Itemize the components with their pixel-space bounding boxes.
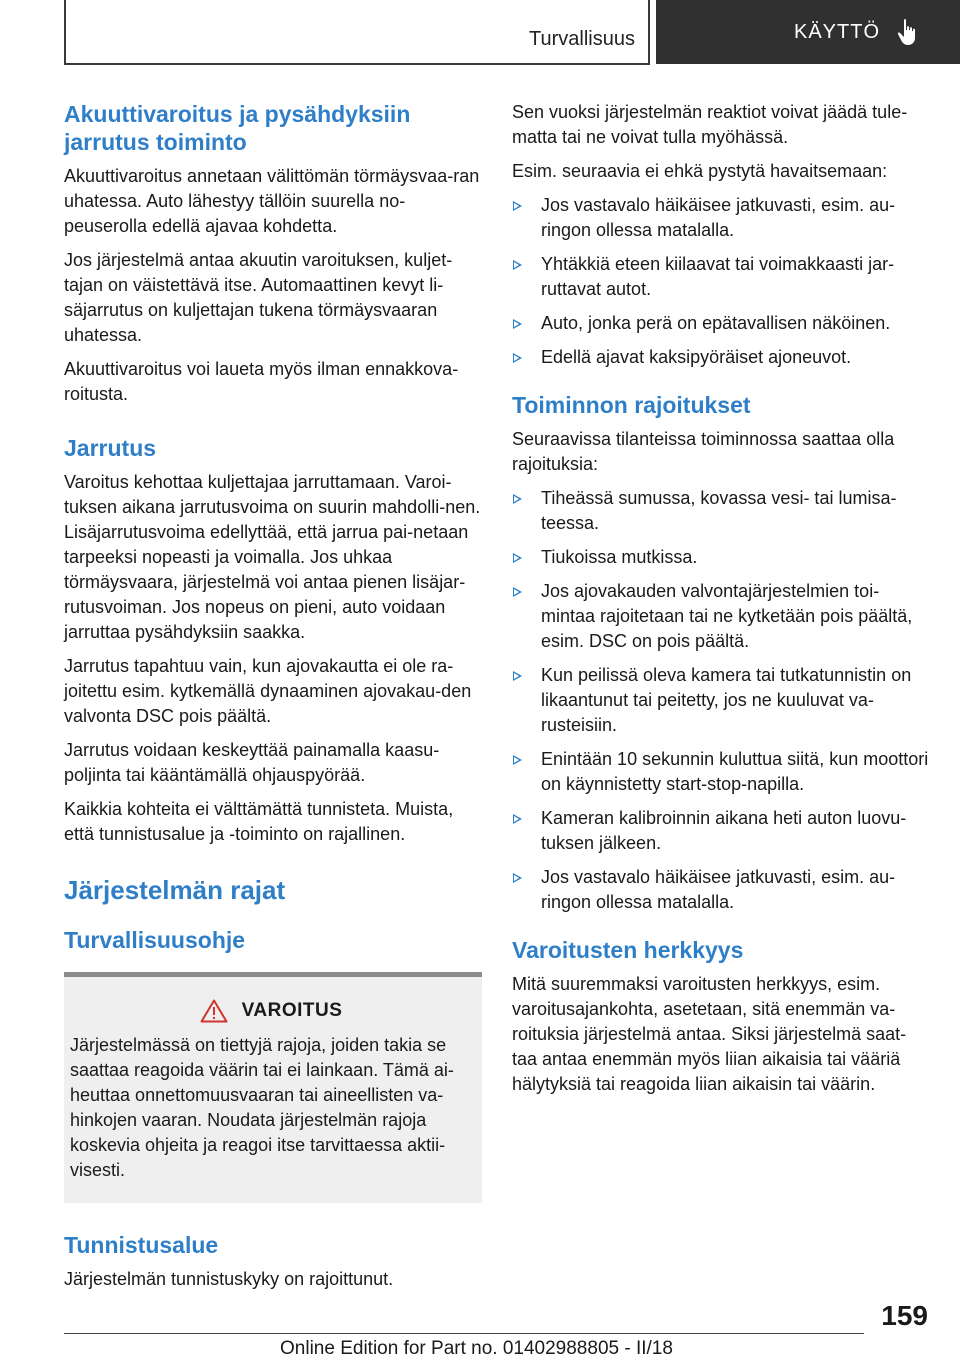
footer-rule xyxy=(64,1333,864,1334)
header-bottom-rule xyxy=(64,63,650,65)
heading-akuuttivaroitus: Akuuttivaroitus ja pysähdyksiin jarrutus toiminto xyxy=(64,101,411,155)
list-item: Jos vastavalo häikäisee jatkuvasti, esim. au-ringon ollessa matalalla. xyxy=(512,193,930,243)
header-divider xyxy=(648,0,650,64)
paragraph: Akuuttivaroitus voi laueta myös ilman ennakkova-roitusta. xyxy=(64,359,459,404)
heading-jarjestelman-rajat: Järjestelmän rajat xyxy=(64,875,286,905)
header-section-title: Turvallisuus xyxy=(529,28,635,50)
page-header xyxy=(0,0,960,66)
list-item: Kun peilissä oleva kamera tai tutkatunnistin on likaantunut tai peitetty, jos ne kuuluvat va-rusteisiin. xyxy=(512,663,930,738)
triangle-bullet-icon xyxy=(513,201,522,211)
bullet-list-detection xyxy=(512,193,930,370)
warning-title: VAROITUS xyxy=(241,1000,343,1021)
heading-varoitusten-herkkyys: Varoitusten herkkyys xyxy=(512,937,744,963)
triangle-bullet-icon xyxy=(513,873,522,883)
triangle-bullet-icon xyxy=(513,553,522,563)
triangle-bullet-icon xyxy=(513,814,522,824)
paragraph: Jos järjestelmä antaa akuutin varoituksen, kuljet-tajan on väistettävä itse. Automaattinen kevyt li-säjarrutus on kuljettajan tukena törmäysvaaran uhatessa. xyxy=(64,250,453,345)
paragraph: Varoitus kehottaa kuljettajaa jarruttamaan. Varoi-tuksen aikana jarrutusvoima on suurin mahdolli-nen. Lisäjarrutusvoima edellyttää, että jarrua pai-netaan tarpeeksi nopeasti ja voimalla. Jos uhkaa törmäysvaara, järjestelmä voi antaa pienen lisäjar-rutusvoiman. Jos nopeus on pieni, auto voidaan jarruttaa pysähdyksiin saakka. xyxy=(64,472,481,642)
warning-triangle-icon xyxy=(200,999,228,1023)
paragraph: Jarrutus tapahtuu vain, kun ajovakautta ei ole ra-joitettu esim. kytkemällä dynaaminen ajovakau-den valvonta DSC pois päältä. xyxy=(64,656,472,726)
heading-turvallisuusohje: Turvallisuusohje xyxy=(64,927,246,953)
header-chapter-tab xyxy=(656,0,960,64)
warning-header xyxy=(70,999,472,1023)
bullet-list-limitations xyxy=(512,486,930,915)
page-number: 159 xyxy=(881,1300,928,1331)
triangle-bullet-icon xyxy=(513,319,522,329)
warning-text: Järjestelmässä on tiettyjä rajoja, joiden takia se saattaa reagoida väärin tai ei lainkaan. Tämä ai-heuttaa onnettomuusvaaran tai aineellisten va-hinkojen vaaran. Noudata järjestelmän rajoja koskevia ohjeita ja reagoi itse tarvittaessa aktii-visesti. xyxy=(70,1035,454,1180)
heading-toiminnon-rajoitukset: Toiminnon rajoitukset xyxy=(512,392,751,418)
list-item: Auto, jonka perä on epätavallisen näköinen. xyxy=(512,311,930,336)
paragraph: Järjestelmän tunnistuskyky on rajoittunut. xyxy=(64,1269,394,1289)
triangle-bullet-icon xyxy=(513,755,522,765)
left-column xyxy=(64,100,482,1301)
triangle-bullet-icon xyxy=(513,494,522,504)
heading-tunnistusalue: Tunnistusalue xyxy=(64,1232,219,1258)
triangle-bullet-icon xyxy=(513,587,522,597)
paragraph: Seuraavissa tilanteissa toiminnossa saattaa olla rajoituksia: xyxy=(512,429,895,474)
triangle-bullet-icon xyxy=(513,353,522,363)
paragraph: Esim. seuraavia ei ehkä pystytä havaitsemaan: xyxy=(512,161,888,181)
pointing-hand-icon xyxy=(896,18,922,46)
paragraph: Akuuttivaroitus annetaan välittömän törmäysvaa-ran uhatessa. Auto lähestyy tällöin suurella no-peuserolla edellä ajavaa kohdetta. xyxy=(64,166,480,236)
list-item: Jos vastavalo häikäisee jatkuvasti, esim. au-ringon ollessa matalalla. xyxy=(512,865,930,915)
list-item: Kameran kalibroinnin aikana heti auton luovu-tuksen jälkeen. xyxy=(512,806,930,856)
right-column xyxy=(512,100,930,1106)
list-item: Jos ajovakauden valvontajärjestelmien toi-mintaa rajoitetaan tai ne kytketään pois päältä, esim. DSC on pois päältä. xyxy=(512,579,930,654)
paragraph: Kaikkia kohteita ei välttämättä tunnisteta. Muista, että tunnistusalue ja -toiminto on rajallinen. xyxy=(64,799,454,844)
list-item: Edellä ajavat kaksipyöräiset ajoneuvot. xyxy=(512,345,930,370)
header-chapter-label: KÄYTTÖ xyxy=(793,20,880,43)
paragraph: Mitä suuremmaksi varoitusten herkkyys, esim. varoitusajankohta, asetetaan, sitä enemmän va-roituksia järjestelmä antaa. Siksi järjestelmä saat-taa antaa enemmän myös liian aikaisia tai vääriä hälytyksiä tai reagoida liian aikaisin tai väärin. xyxy=(512,974,907,1094)
warning-box xyxy=(64,972,482,1203)
paragraph: Jarrutus voidaan keskeyttää painamalla kaasu-poljinta tai kääntämällä ohjauspyörää. xyxy=(64,740,440,785)
triangle-bullet-icon xyxy=(513,260,522,270)
list-item: Enintään 10 sekunnin kuluttua siitä, kun moottori on käynnistetty start-stop-napilla. xyxy=(512,747,930,797)
triangle-bullet-icon xyxy=(513,671,522,681)
list-item: Yhtäkkiä eteen kiilaavat tai voimakkaasti jar-ruttavat autot. xyxy=(512,252,930,302)
list-item: Tiukoissa mutkissa. xyxy=(512,545,930,570)
heading-jarrutus: Jarrutus xyxy=(64,435,157,461)
header-left-rule xyxy=(64,0,66,64)
paragraph: Sen vuoksi järjestelmän reaktiot voivat jäädä tule-matta tai ne voivat tulla myöhässä. xyxy=(512,102,908,147)
footer-edition-text: Online Edition for Part no. 01402988805 - II/18 xyxy=(280,1338,673,1359)
list-item: Tiheässä sumussa, kovassa vesi- tai lumisa-teessa. xyxy=(512,486,930,536)
